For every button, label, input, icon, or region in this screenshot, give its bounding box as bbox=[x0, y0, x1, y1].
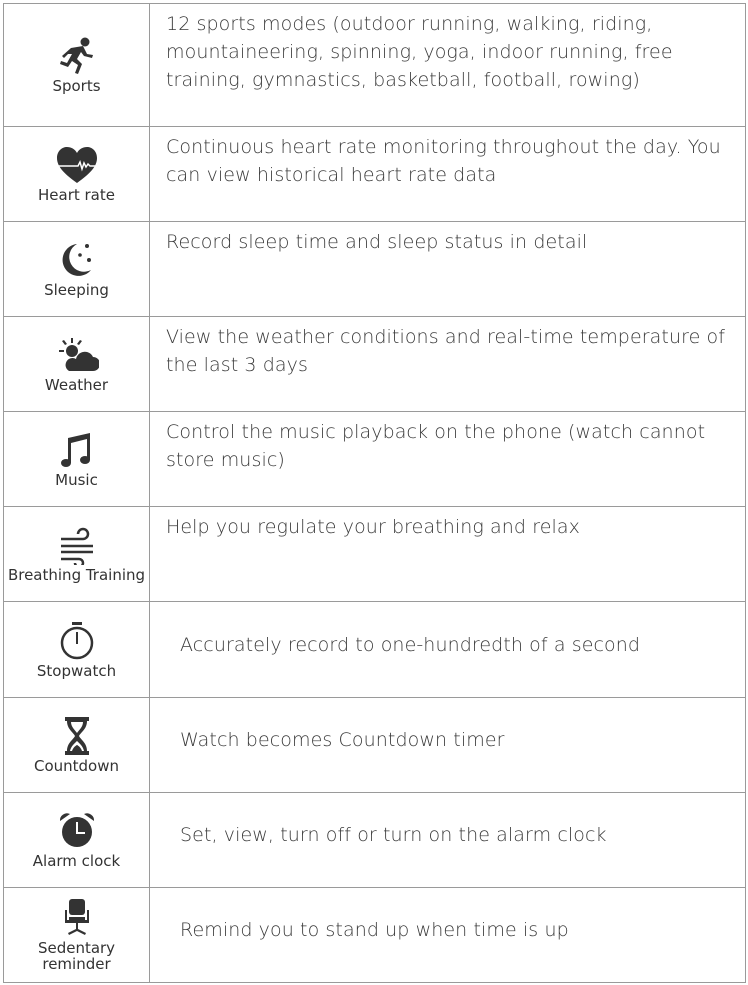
table-row bbox=[4, 222, 746, 317]
chair-icon bbox=[55, 898, 99, 938]
feature-label: Sedentary reminder bbox=[37, 939, 116, 973]
alarm-clock-icon bbox=[55, 811, 99, 851]
music-note-icon bbox=[55, 430, 99, 470]
table-row bbox=[4, 507, 746, 602]
feature-description: 12 sports modes (outdoor running, walking, riding, mountaineering, spinning, yoga, indoor running, free training, gymnastics, basketball, football, rowing) bbox=[150, 4, 746, 127]
feature-label: Music bbox=[55, 471, 98, 489]
feature-description: Continuous heart rate monitoring throughout the day. You can view historical heart rate data bbox=[150, 127, 746, 222]
feature-cell bbox=[4, 222, 150, 317]
feature-label: Breathing Training bbox=[7, 566, 146, 584]
feature-label: Alarm clock bbox=[32, 852, 121, 870]
table-row bbox=[4, 793, 746, 888]
stopwatch-icon bbox=[55, 621, 99, 661]
feature-cell bbox=[4, 888, 150, 983]
table-row bbox=[4, 412, 746, 507]
moon-stars-icon bbox=[55, 240, 99, 280]
hourglass-icon bbox=[55, 716, 99, 756]
feature-description: View the weather conditions and real-time temperature of the last 3 days bbox=[150, 317, 746, 412]
feature-description: Watch becomes Countdown timer bbox=[150, 698, 746, 793]
feature-description: Remind you to stand up when time is up bbox=[150, 888, 746, 983]
feature-description: Control the music playback on the phone (watch cannot store music) bbox=[150, 412, 746, 507]
table-row bbox=[4, 602, 746, 698]
feature-cell bbox=[4, 602, 150, 698]
feature-description: Help you regulate your breathing and relax bbox=[150, 507, 746, 602]
table-row bbox=[4, 888, 746, 983]
running-person-icon bbox=[55, 36, 99, 76]
sun-cloud-icon bbox=[55, 335, 99, 375]
wind-icon bbox=[55, 525, 99, 565]
feature-label: Stopwatch bbox=[36, 661, 117, 680]
feature-description: Set, view, turn off or turn on the alarm clock bbox=[150, 793, 746, 888]
feature-label: Sports bbox=[52, 77, 101, 95]
feature-label: Heart rate bbox=[38, 186, 115, 204]
feature-cell bbox=[4, 4, 150, 127]
feature-label: Countdown bbox=[33, 757, 120, 775]
feature-label: Weather bbox=[44, 376, 109, 394]
features-table bbox=[3, 3, 746, 983]
heart-rate-icon bbox=[55, 145, 99, 185]
feature-cell bbox=[4, 507, 150, 602]
table-row bbox=[4, 4, 746, 127]
table-row bbox=[4, 317, 746, 412]
feature-cell bbox=[4, 127, 150, 222]
feature-cell bbox=[4, 317, 150, 412]
feature-description: Record sleep time and sleep status in detail bbox=[150, 222, 746, 317]
table-row bbox=[4, 127, 746, 222]
feature-label: Sleeping bbox=[44, 281, 109, 299]
feature-cell bbox=[4, 793, 150, 888]
feature-cell bbox=[4, 698, 150, 793]
feature-cell bbox=[4, 412, 150, 507]
feature-description: Accurately record to one-hundredth of a second bbox=[150, 602, 746, 698]
table-row bbox=[4, 698, 746, 793]
